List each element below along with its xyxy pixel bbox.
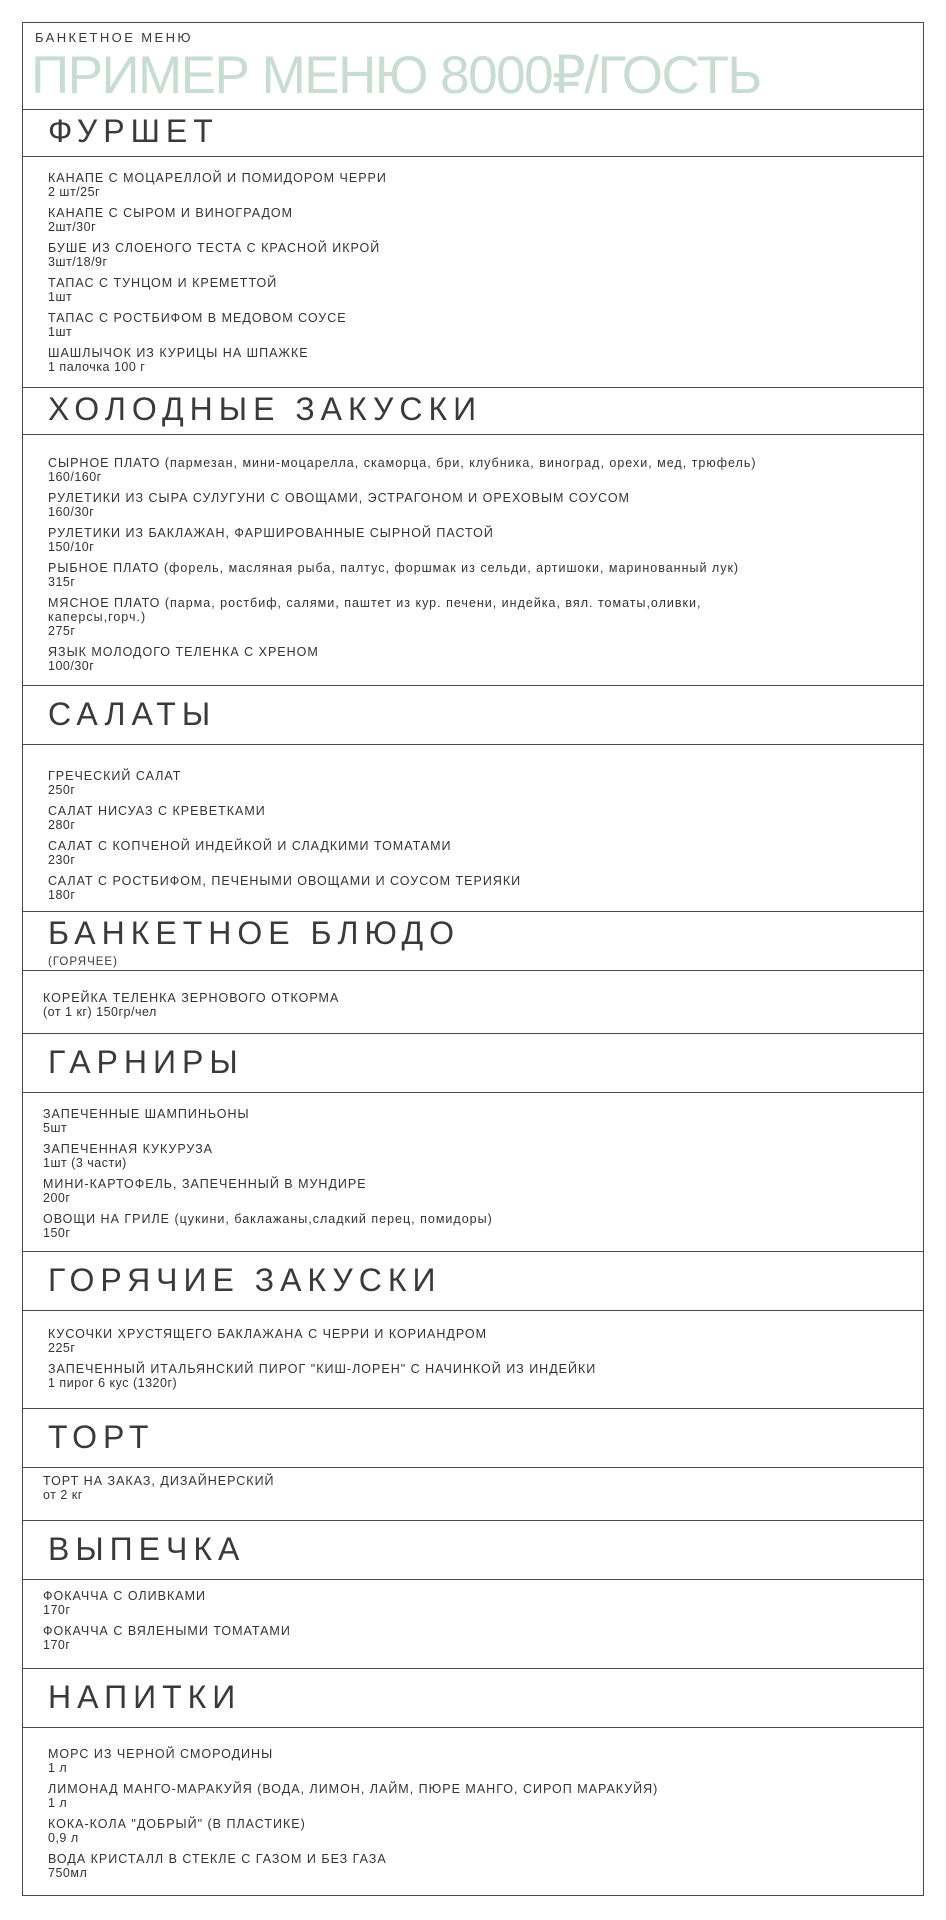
section-heading: ГОРЯЧИЕ ЗАКУСКИ — [48, 1262, 442, 1298]
menu-item-weight: 1 палочка 100 г — [48, 360, 146, 374]
menu-item-name: СЫРНОЕ ПЛАТО (пармезан, мини-моцарелла, скаморца, бри, клубника, виноград, орехи, мед, трюфель) — [48, 456, 757, 470]
menu-item — [48, 561, 739, 589]
menu-item-weight: 170г — [43, 1603, 71, 1617]
menu-item-weight: 2шт/30г — [48, 220, 97, 234]
menu-item-weight: 100/30г — [48, 659, 95, 673]
menu-item-name: МИНИ-КАРТОФЕЛЬ, ЗАПЕЧЕННЫЙ В МУНДИРЕ — [43, 1177, 367, 1191]
section-heading: ХОЛОДНЫЕ ЗАКУСКИ — [48, 391, 483, 427]
menu-item — [48, 526, 494, 554]
menu-item — [43, 1142, 213, 1170]
menu-item-name: ЗАПЕЧЕННЫЕ ШАМПИНЬОНЫ — [43, 1107, 250, 1121]
menu-page — [22, 22, 924, 1896]
section-title-hot — [23, 1251, 923, 1311]
menu-item-weight: 225г — [48, 1341, 76, 1355]
menu-item — [48, 1327, 487, 1355]
menu-item-weight: 280г — [48, 818, 76, 832]
menu-item — [48, 311, 347, 339]
menu-item-name: ТОРТ НА ЗАКАЗ, ДИЗАЙНЕРСКИЙ — [43, 1474, 275, 1488]
menu-item-weight: 230г — [48, 853, 76, 867]
menu-item — [43, 1107, 250, 1135]
menu-item-name: МОРС ИЗ ЧЕРНОЙ СМОРОДИНЫ — [48, 1747, 274, 1761]
menu-item — [48, 1362, 596, 1390]
menu-item-name: ЯЗЫК МОЛОДОГО ТЕЛЕНКА С ХРЕНОМ — [48, 645, 319, 659]
section-heading: НАПИТКИ — [48, 1679, 242, 1715]
menu-item-name: ОВОЩИ НА ГРИЛЕ (цукини, баклажаны,сладкий перец, помидоры) — [43, 1212, 493, 1226]
menu-item — [48, 206, 293, 234]
section-title-cold — [23, 387, 923, 435]
menu-item — [48, 596, 701, 638]
menu-item — [48, 804, 266, 832]
menu-item-name: САЛАТ НИСУАЗ С КРЕВЕТКАМИ — [48, 804, 266, 818]
menu-item — [43, 1624, 291, 1652]
section-subheading: (ГОРЯЧЕЕ) — [48, 956, 118, 968]
menu-item-name: БУШЕ ИЗ СЛОЕНОГО ТЕСТА С КРАСНОЙ ИКРОЙ — [48, 241, 381, 255]
menu-item-weight: 315г — [48, 575, 76, 589]
menu-item-name: РУЛЕТИКИ ИЗ СЫРА СУЛУГУНИ С ОВОЩАМИ, ЭСТРАГОНОМ И ОРЕХОВЫМ СОУСОМ — [48, 491, 630, 505]
section-heading: ГАРНИРЫ — [48, 1044, 244, 1080]
menu-item — [48, 241, 380, 269]
menu-item-weight: 180г — [48, 888, 76, 902]
menu-item-weight: 1 пирог 6 кус (1320г) — [48, 1376, 178, 1390]
menu-item — [48, 645, 319, 673]
menu-item-name: КАНАПЕ С МОЦАРЕЛЛОЙ И ПОМИДОРОМ ЧЕРРИ — [48, 171, 387, 185]
menu-item-name: КАНАПЕ С СЫРОМ И ВИНОГРАДОМ — [48, 206, 294, 220]
menu-item-name: КУСОЧКИ ХРУСТЯЩЕГО БАКЛАЖАНА С ЧЕРРИ И КОРИАНДРОМ — [48, 1327, 488, 1341]
menu-header — [23, 23, 923, 109]
menu-item-name: ФОКАЧЧА С ВЯЛЕНЫМИ ТОМАТАМИ — [43, 1624, 291, 1638]
menu-item — [48, 1852, 387, 1880]
menu-item-weight: 200г — [43, 1191, 71, 1205]
menu-item-name: ЗАПЕЧЕННЫЙ ИТАЛЬЯНСКИЙ ПИРОГ "КИШ-ЛОРЕН" С НАЧИНКОЙ ИЗ ИНДЕЙКИ — [48, 1362, 597, 1376]
menu-item-weight: 1шт (3 части) — [43, 1156, 127, 1170]
section-title-cake — [23, 1408, 923, 1468]
menu-item-weight: 150г — [43, 1226, 71, 1240]
menu-item-weight: 275г — [48, 624, 76, 638]
menu-item — [48, 276, 277, 304]
section-title-salads — [23, 685, 923, 745]
section-heading: ТОРТ — [48, 1419, 155, 1455]
menu-item — [48, 874, 521, 902]
menu-item — [43, 991, 339, 1019]
menu-item-name: ЛИМОНАД МАНГО-МАРАКУЙЯ (ВОДА, ЛИМОН, ЛАЙМ, ПЮРЕ МАНГО, СИРОП МАРАКУЙЯ) — [48, 1782, 659, 1796]
menu-item — [43, 1474, 275, 1502]
menu-item — [48, 171, 387, 199]
menu-item-name: РУЛЕТИКИ ИЗ БАКЛАЖАН, ФАРШИРОВАННЫЕ СЫРНОЙ ПАСТОЙ — [48, 526, 494, 540]
menu-title: ПРИМЕР МЕНЮ 8000₽/ГОСТЬ — [31, 46, 761, 105]
section-title-garnish — [23, 1033, 923, 1093]
menu-item-weight: 1шт — [48, 325, 73, 339]
menu-item-weight: 1шт — [48, 290, 73, 304]
menu-item — [48, 1747, 273, 1775]
menu-item-weight: 160/160г — [48, 470, 102, 484]
section-heading: ФУРШЕТ — [48, 113, 219, 149]
section-heading: БАНКЕТНОЕ БЛЮДО — [48, 915, 460, 951]
menu-item-name: МЯСНОЕ ПЛАТО (парма, ростбиф, салями, паштет из кур. печени, индейка, вял. томаты,оливки, — [48, 596, 702, 610]
section-title-pastry — [23, 1520, 923, 1580]
menu-item-name: ЗАПЕЧЕННАЯ КУКУРУЗА — [43, 1142, 213, 1156]
menu-item — [43, 1212, 493, 1240]
menu-item — [48, 456, 757, 484]
section-title-drinks — [23, 1668, 923, 1728]
section-heading: ВЫПЕЧКА — [48, 1531, 246, 1567]
menu-item-weight: 3шт/18/9г — [48, 255, 108, 269]
section-heading: САЛАТЫ — [48, 696, 217, 732]
section-title-furshet — [23, 109, 923, 157]
menu-subtitle: БАНКЕТНОЕ МЕНЮ — [35, 30, 193, 45]
menu-item — [48, 839, 452, 867]
menu-item-weight: от 2 кг — [43, 1488, 83, 1502]
menu-item-weight: 150/10г — [48, 540, 95, 554]
menu-item-weight: 1 л — [48, 1761, 68, 1775]
menu-item-name: РЫБНОЕ ПЛАТО (форель, масляная рыба, палтус, форшмак из сельди, артишоки, маринованный лук) — [48, 561, 740, 575]
menu-item-name: ТАПАС С РОСТБИФОМ В МЕДОВОМ СОУСЕ — [48, 311, 347, 325]
menu-item-weight: 750мл — [48, 1866, 88, 1880]
menu-item-weight: 170г — [43, 1638, 71, 1652]
menu-item — [48, 491, 630, 519]
menu-item — [48, 1817, 306, 1845]
menu-item-name: ГРЕЧЕСКИЙ САЛАТ — [48, 769, 182, 783]
menu-item — [43, 1177, 367, 1205]
menu-item-name: КОРЕЙКА ТЕЛЕНКА ЗЕРНОВОГО ОТКОРМА — [43, 991, 340, 1005]
menu-item-weight: (от 1 кг) 150гр/чел — [43, 1005, 157, 1019]
menu-item-weight: 5шт — [43, 1121, 68, 1135]
menu-item-weight: 2 шт/25г — [48, 185, 101, 199]
menu-item-name: ШАШЛЫЧОК ИЗ КУРИЦЫ НА ШПАЖКЕ — [48, 346, 309, 360]
menu-item-name: КОКА-КОЛА "ДОБРЫЙ" (В ПЛАСТИКЕ) — [48, 1817, 306, 1831]
menu-item-name-cont: каперсы,горч.) — [48, 610, 147, 624]
menu-item-weight: 250г — [48, 783, 76, 797]
menu-item-name: ТАПАС С ТУНЦОМ И КРЕМЕТТОЙ — [48, 276, 278, 290]
menu-item-name: САЛАТ С РОСТБИФОМ, ПЕЧЕНЫМИ ОВОЩАМИ И СОУСОМ ТЕРИЯКИ — [48, 874, 522, 888]
menu-item-weight: 160/30г — [48, 505, 95, 519]
menu-item-name: САЛАТ С КОПЧЕНОЙ ИНДЕЙКОЙ И СЛАДКИМИ ТОМАТАМИ — [48, 839, 452, 853]
section-title-banquet — [23, 911, 923, 971]
menu-item-name: ФОКАЧЧА С ОЛИВКАМИ — [43, 1589, 206, 1603]
menu-item — [43, 1589, 206, 1617]
menu-item — [48, 769, 181, 797]
menu-item — [48, 1782, 658, 1810]
menu-item-weight: 1 л — [48, 1796, 68, 1810]
menu-item-weight: 0,9 л — [48, 1831, 79, 1845]
menu-item — [48, 346, 309, 374]
menu-item-name: ВОДА КРИСТАЛЛ В СТЕКЛЕ С ГАЗОМ И БЕЗ ГАЗА — [48, 1852, 387, 1866]
